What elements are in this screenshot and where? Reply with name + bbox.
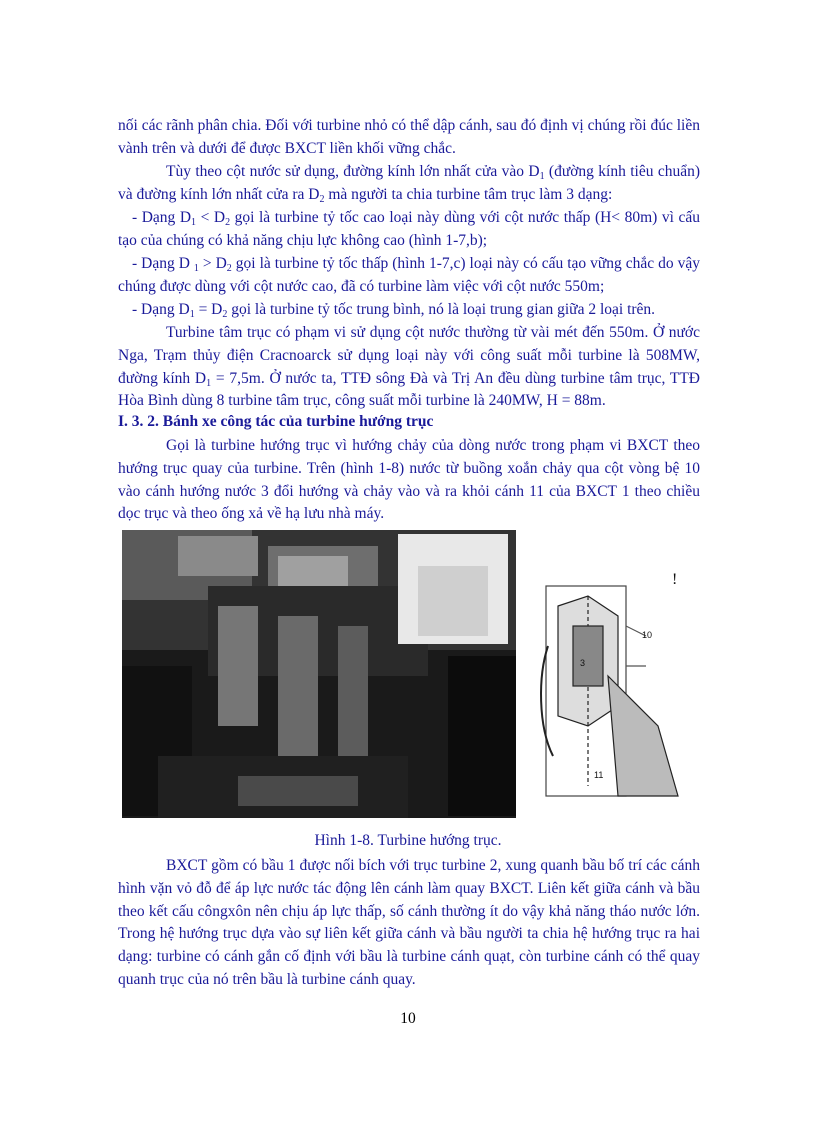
paragraph-4: Gọi là turbine hướng trục vì hướng chảy của dòng nước trong phạm vi BXCT theo hướng trục quay của turbine. Trên (hình 1-8) nước từ buồng xoắn chảy qua cột vòng bệ 10 vào cánh hướng nước 3 đổi hướng và chảy vào và ra khỏi cánh 11 của BXCT 1 theo chiều dọc trục và theo ống xả về hạ lưu nhà máy. (118, 437, 700, 523)
paragraph-2: Tùy theo cột nước sử dụng, đường kính lớn nhất cửa vào $D_1$ (đường kính tiêu chuẩn) và đường kính lớn nhất cửa ra $D_2$ mà người ta chia turbine tâm trục làm 3 dạng: (118, 163, 700, 205)
figure-caption: Hình 1-8. Turbine hướng trục. (314, 832, 502, 849)
figure-axial-turbine (118, 526, 700, 822)
figure-label-mark: ! (672, 571, 678, 588)
paragraph-1: nối các rãnh phân chia. Đối với turbine nhỏ có thể dập cánh, sau đó định vị chúng rồi đúc liền vành trên và dưới để được BXCT liền khối vững chắc. (118, 117, 700, 157)
cross-section-drawing (541, 586, 678, 796)
turbine-photo (122, 530, 516, 818)
paragraph-5: BXCT gồm có bầu 1 được nối bích với trục turbine 2, xung quanh bầu bố trí các cánh hình vặn vỏ đỗ để áp lực nước tác động lên cánh làm quay BXCT. Liên kết giữa cánh và bầu theo kết cấu côngxôn nên chịu áp lực thấp, số cánh thường ít do vậy khả năng tháo nước lớn. Trong hệ hướng trục dựa vào sự liên kết giữa cánh và bầu người ta chia hệ hướng trục ra hai dạng: turbine có cánh gắn cố định với bầu là turbine cánh quạt, còn turbine cánh có thể quay quanh trục của nó trên bầu là turbine cánh quay. (118, 857, 700, 988)
figure-label-11: 11 (594, 770, 604, 780)
paragraph-3: Turbine tâm trục có phạm vi sử dụng cột nước thường từ vài mét đến 550m. Ở nước Nga, Trạm thủy điện Cracnoarck sử dụng loại này với công suất mỗi turbine là 508MW, đường kính $D_1 = 7,5m$. Ở nước ta, TTĐ sông Đà và Trị An đều dùng turbine tâm trục, TTĐ Hòa Bình dùng 8 turbine tâm trục, công suất mỗi turbine là 240MW, H = 88m. (118, 324, 700, 410)
figure-label-3: 3 (580, 658, 586, 668)
figure-label-10: 10 (642, 630, 653, 640)
list-item-type-2: - Dạng D $_1 > D_2$ gọi là turbine tỷ tốc thấp (hình 1-7,c) loại này có cấu tạo vững chắc do vậy chúng được dùng với cột nước cao, đã có turbine làm việc với cột nước 550m; (118, 255, 700, 295)
section-heading: I. 3. 2. Bánh xe công tác của turbine hướng trục (118, 413, 434, 430)
list-item-type-1: - Dạng $D_1 < D_2$ gọi là turbine tỷ tốc cao loại này dùng với cột nước thấp (H< 80m) vì cấu tạo của chúng có khả năng chịu lực không cao (hình 1-7,b); (118, 209, 700, 249)
page-number: 10 (400, 1010, 416, 1027)
list-item-type-3: - Dạng $D_1 = D_2$ gọi là turbine tỷ tốc trung bình, nó là loại trung gian giữa 2 loại trên. (132, 301, 656, 320)
